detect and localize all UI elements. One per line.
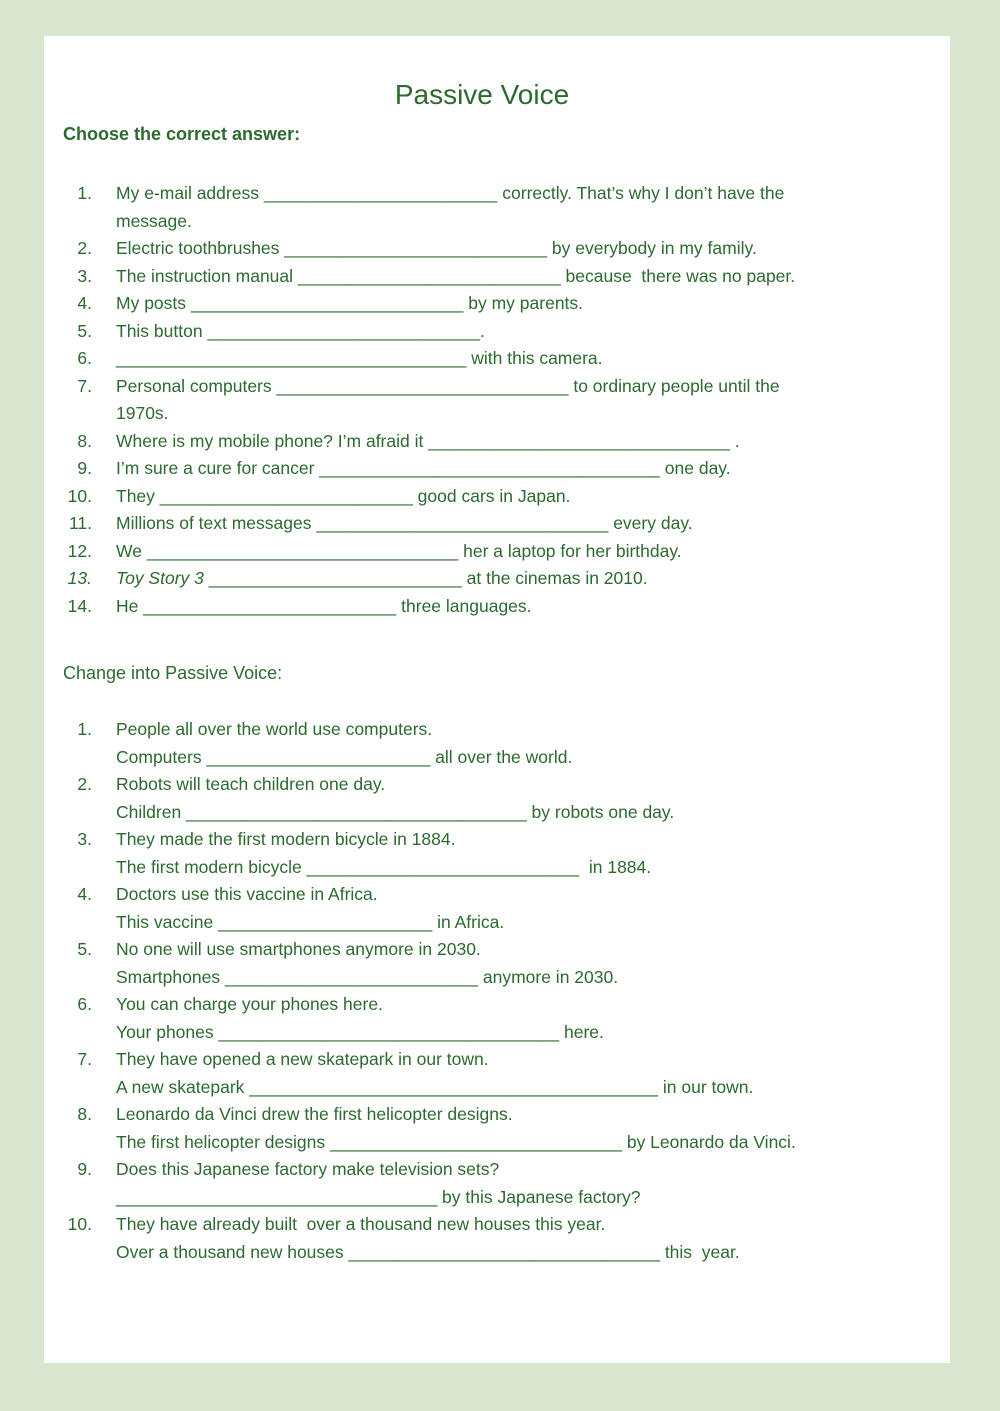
list-item: [44, 235, 950, 263]
blank-underline: __________________________ at the cinemas in 2010.: [208, 568, 648, 588]
item-line: [116, 1129, 950, 1157]
item-line: [116, 799, 950, 827]
text-segment: They have opened a new skatepark in our town.: [116, 1049, 489, 1069]
section1-heading: Choose the correct answer:: [63, 124, 301, 144]
item-line: [116, 1239, 950, 1267]
item-text: [116, 318, 950, 346]
item-number: 1.: [77, 183, 92, 203]
item-text: [116, 235, 950, 263]
item-text: [116, 1046, 950, 1101]
text-segment: Computers _______________________ all over the world.: [116, 746, 573, 767]
exercise1-list: [44, 180, 950, 620]
item-text: [116, 881, 950, 936]
text-segment: This button ____________________________.: [116, 320, 485, 341]
list-item: [44, 290, 950, 318]
list-item: [44, 428, 950, 456]
item-line: [116, 1211, 950, 1239]
item-text: [116, 771, 950, 826]
item-number: 14.: [67, 595, 92, 616]
text-segment: Your phones ___________________________________ here.: [116, 1021, 604, 1042]
item-line: [116, 318, 950, 346]
item-line: [116, 483, 950, 511]
list-item: [44, 1046, 950, 1101]
list-item: [44, 1211, 950, 1266]
item-line: [116, 1156, 950, 1184]
item-line: [116, 909, 950, 937]
item-number: 8.: [77, 430, 92, 451]
text-segment: Personal computers ______________________________ to ordinary people until the: [116, 375, 780, 396]
item-text: [116, 510, 950, 538]
item-line: [116, 1074, 950, 1102]
item-line: [116, 1046, 950, 1074]
item-number: 10.: [67, 1214, 92, 1234]
list-item: [44, 991, 950, 1046]
item-line: [116, 208, 950, 236]
item-line: [116, 235, 950, 263]
item-number: 7.: [77, 1049, 92, 1069]
item-line: [116, 1184, 950, 1212]
item-line: [116, 964, 950, 992]
item-line: [116, 455, 950, 483]
item-line: [116, 854, 950, 882]
item-number: 13.: [67, 568, 92, 588]
item-text: [116, 1156, 950, 1211]
text-segment: Leonardo da Vinci drew the first helicopter designs.: [116, 1104, 513, 1124]
item-line: [116, 771, 950, 799]
list-item: [44, 345, 950, 373]
item-number: 2.: [77, 774, 92, 794]
list-item: [44, 593, 950, 621]
item-text: [116, 538, 950, 566]
item-text: [116, 373, 950, 428]
item-line: [116, 593, 950, 621]
list-item: [44, 373, 950, 428]
text-segment: Electric toothbrushes ___________________________ by everybody in my family.: [116, 238, 757, 258]
text-segment: The first helicopter designs ______________________________ by Leonardo da Vinci.: [116, 1131, 796, 1152]
item-number: 4.: [77, 293, 92, 313]
item-text: [116, 565, 950, 593]
item-line: [116, 345, 950, 373]
exercise2-list: [44, 716, 950, 1266]
list-item: [44, 1101, 950, 1156]
item-text: [116, 936, 950, 991]
item-text: [116, 1101, 950, 1156]
text-segment: A new skatepark __________________________________________ in our town.: [116, 1076, 754, 1097]
item-number: 12.: [67, 540, 92, 561]
blank-underline: ____________________________________ with this camera.: [116, 348, 603, 368]
item-number: 9.: [77, 1159, 92, 1179]
list-item: [44, 180, 950, 235]
text-segment: They have already built over a thousand new houses this year.: [116, 1214, 606, 1234]
item-number: 2.: [77, 238, 92, 258]
list-item: [44, 483, 950, 511]
list-item: [44, 716, 950, 771]
text-segment: Millions of text messages ______________________________ every day.: [116, 513, 693, 533]
section2-heading: Change into Passive Voice:: [63, 663, 283, 683]
item-text: [116, 991, 950, 1046]
item-text: [116, 428, 950, 456]
item-line: [116, 936, 950, 964]
list-item: [44, 455, 950, 483]
text-segment: My e-mail address ________________________ correctly. That’s why I don’t have the: [116, 183, 785, 203]
text-segment: I’m sure a cure for cancer ___________________________________ one day.: [116, 458, 731, 478]
list-item: [44, 936, 950, 991]
blank-underline: _________________________________ by this Japanese factory?: [116, 1186, 641, 1207]
text-segment: The instruction manual ___________________________ because there was no paper.: [116, 265, 796, 286]
text-segment: Where is my mobile phone? I’m afraid it _______________________________ .: [116, 430, 740, 451]
list-item: [44, 1156, 950, 1211]
item-line: [116, 716, 950, 744]
text-segment: Does this Japanese factory make television sets?: [116, 1159, 500, 1179]
item-line: [116, 881, 950, 909]
item-number: 8.: [77, 1104, 92, 1124]
item-text: [116, 1211, 950, 1266]
list-item: [44, 538, 950, 566]
text-segment: We ________________________________ her a laptop for her birthday.: [116, 540, 682, 561]
item-number: 5.: [77, 939, 92, 959]
item-text: [116, 180, 950, 235]
item-text: [116, 263, 950, 291]
item-line: [116, 538, 950, 566]
list-item: [44, 565, 950, 593]
text-segment: Over a thousand new houses ________________________________ this year.: [116, 1241, 740, 1262]
item-text: [116, 483, 950, 511]
item-line: [116, 1101, 950, 1129]
item-line: [116, 510, 950, 538]
item-number: 9.: [77, 458, 92, 478]
item-number: 6.: [77, 994, 92, 1014]
item-text: [116, 716, 950, 771]
text-segment: Smartphones __________________________ anymore in 2030.: [116, 966, 619, 987]
item-line: [116, 565, 950, 593]
item-text: [116, 290, 950, 318]
item-number: 5.: [77, 320, 92, 341]
item-line: [116, 991, 950, 1019]
item-number: 6.: [77, 348, 92, 368]
text-segment: Doctors use this vaccine in Africa.: [116, 884, 378, 904]
text-segment: message.: [116, 210, 192, 231]
text-segment: Toy Story 3: [116, 568, 209, 588]
item-number: 11.: [68, 513, 92, 533]
text-segment: He __________________________ three languages.: [116, 595, 532, 616]
text-segment: People all over the world use computers.: [116, 719, 433, 739]
item-number: 7.: [77, 375, 92, 396]
worksheet-page: [44, 36, 950, 1363]
list-item: [44, 318, 950, 346]
list-item: [44, 771, 950, 826]
list-item: [44, 826, 950, 881]
item-number: 3.: [77, 829, 92, 849]
text-segment: This vaccine ______________________ in Africa.: [116, 911, 505, 932]
item-line: [116, 826, 950, 854]
item-line: [116, 290, 950, 318]
item-line: [116, 373, 950, 401]
item-line: [116, 744, 950, 772]
text-segment: No one will use smartphones anymore in 2030.: [116, 939, 481, 959]
item-number: 4.: [77, 884, 92, 904]
list-item: [44, 510, 950, 538]
text-segment: My posts ____________________________ by my parents.: [116, 293, 584, 313]
item-line: [116, 263, 950, 291]
text-segment: 1970s.: [116, 403, 169, 423]
item-number: 3.: [77, 265, 92, 286]
item-text: [116, 455, 950, 483]
text-segment: They made the first modern bicycle in 1884.: [116, 829, 456, 849]
text-segment: They __________________________ good cars in Japan.: [116, 485, 571, 506]
item-line: [116, 180, 950, 208]
item-number: 1.: [77, 719, 92, 739]
item-line: [116, 428, 950, 456]
item-text: [116, 345, 950, 373]
list-item: [44, 881, 950, 936]
item-number: 10.: [67, 485, 92, 506]
page-title: Passive Voice: [394, 79, 570, 110]
text-segment: The first modern bicycle ____________________________ in 1884.: [116, 856, 652, 877]
text-segment: You can charge your phones here.: [116, 994, 383, 1014]
item-line: [116, 400, 950, 428]
list-item: [44, 263, 950, 291]
item-line: [116, 1019, 950, 1047]
item-text: [116, 593, 950, 621]
item-text: [116, 826, 950, 881]
text-segment: Robots will teach children one day.: [116, 774, 386, 794]
text-segment: Children ___________________________________ by robots one day.: [116, 801, 675, 822]
